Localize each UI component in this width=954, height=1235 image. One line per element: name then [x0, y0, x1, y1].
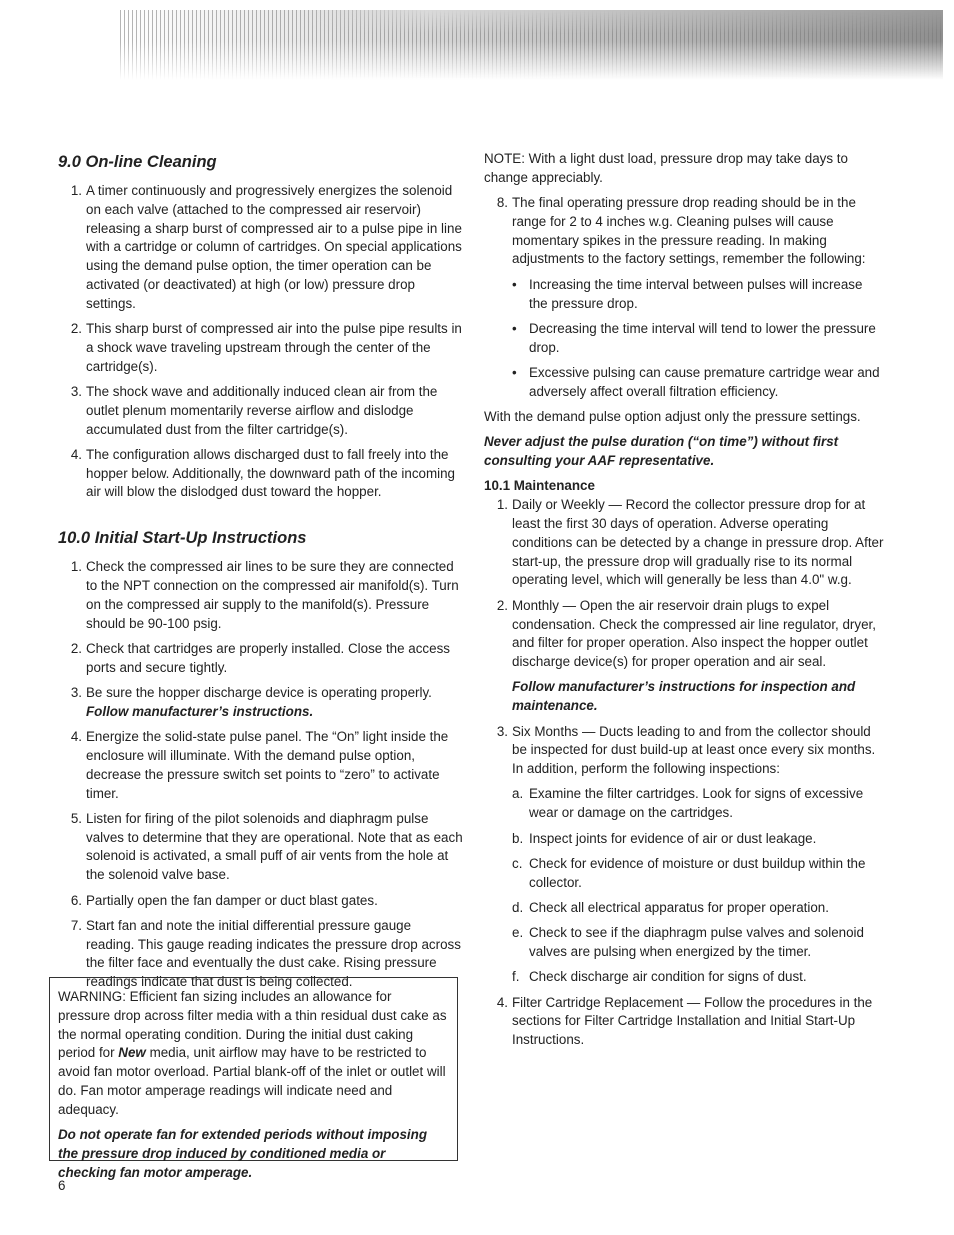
warning-bold-note: Do not operate fan for extended periods without imposing the pressure drop induced by conditioned media or checking fan motor amperage. — [58, 1127, 427, 1180]
list-item: 6. Partially open the fan damper or duct blast gates. — [70, 892, 378, 908]
bullet-item: • Decreasing the time interval will tend to lower the pressure drop. — [512, 320, 876, 355]
header-banner-shade — [300, 10, 943, 34]
manufacturer-instructions-note: Follow manufacturer’s instructions. — [86, 703, 314, 719]
light-dust-note: NOTE: With a light dust load, pressure drop may take days to change appreciably. — [484, 151, 848, 185]
list-item: 4. Energize the solid-state pulse panel. The “On” light inside the enclosure will illuminate. With the demand pulse option, decrease the pressure switch set points to “zero” to activate timer. — [70, 729, 449, 801]
inspection-list — [484, 785, 884, 987]
section-9-list — [58, 182, 463, 502]
list-item: 3. Six Months — Ducts leading to and from the collector should be inspected for dust build-up at least once every six months. In addition, perform the following inspections: — [496, 723, 876, 777]
list-item: 4. The configuration allows discharged dust to fall freely into the hopper below. Additionally, the downward path of the incoming air will blow the dislodged dust toward the hopper. — [70, 446, 455, 500]
adjustment-bullets — [484, 276, 884, 402]
list-item: 3. The shock wave and additionally induced clean air from the outlet plenum momentarily reverse airflow and dislodge accumulated dust from the filter cartridge(s). — [70, 383, 438, 437]
demand-pulse-note: With the demand pulse option adjust only the pressure settings. — [484, 409, 861, 425]
warning-text: WARNING: Efficient fan sizing includes an allowance for pressure drop across filter media with a thin residual dust cake as the normal operating condition. During the initial dust caking period for New media, unit airflow may have to be restricted to avoid fan motor overload. Partial blank-off of the inlet or outlet will do. Fan motor amperage readings will indicate need and adequacy. — [58, 989, 447, 1117]
list-item: 3. Be sure the hopper discharge device is operating properly. Follow manufacturer’s instructions. — [70, 685, 432, 719]
inspection-item: e. Check to see if the diaphragm pulse valves and solenoid valves are pulsing when energized by the timer. — [512, 925, 864, 959]
pulse-duration-warning: Never adjust the pulse duration (“on time”) without first consulting your AAF representative. — [484, 434, 839, 469]
list-item: 8. The final operating pressure drop reading should be in the range for 2 to 4 inches w.g. Cleaning pulses will cause momentary spikes in the pressure reading. In making adjustments to the factory settings, remember the following: — [496, 195, 866, 267]
inspection-instructions-note: Follow manufacturer’s instructions for inspection and maintenance. — [512, 679, 856, 714]
inspection-item: f. Check discharge air condition for signs of dust. — [512, 969, 807, 985]
list-item: 2. Check that cartridges are properly installed. Close the access ports and secure tightly. — [70, 640, 450, 675]
list-item: 1. Daily or Weekly — Record the collector pressure drop for at least the first 30 days of operation. Adverse operating conditions can be detected by a change in pressure drop. After start-up, the pressure drop will gradually rise to its normal operating level, which will generally be less than 4.0" w.g. — [496, 497, 884, 588]
list-item: 5. Listen for firing of the pilot solenoids and diaphragm pulse valves to determine that they are operational. Note that as each solenoid is activated, a small puff of air vents from the hole at the solenoid valve base. — [70, 810, 463, 883]
list-item: 4. Filter Cartridge Replacement — Follow the procedures in the sections for Filter Cartridge Installation and Initial Start-Up Instructions. — [496, 994, 873, 1048]
bullet-item: • Excessive pulsing can cause premature cartridge wear and adversely affect overall filtration efficiency. — [512, 364, 880, 399]
bullet-item: • Increasing the time interval between pulses will increase the pressure drop. — [512, 276, 863, 311]
left-column — [58, 150, 463, 998]
inspection-item: d. Check all electrical apparatus for proper operation. — [512, 899, 829, 915]
section-10-list — [58, 558, 463, 992]
list-item: 1. Check the compressed air lines to be sure they are connected to the NPT connection on the compressed air manifold(s). Turn on the compressed air supply to the manifold(s). Pressure should be 90-100 psig. — [70, 559, 459, 631]
right-column — [484, 150, 884, 1056]
list-item: 7. Start fan and note the initial differential pressure gauge reading. This gauge reading indicates the pressure drop across the filter face and eventually the dust cake. Rising pressure readings indicate that dust is being collected. — [70, 917, 461, 990]
inspection-item: a. Examine the filter cartridges. Look for signs of excessive wear or damage on the cartridges. — [512, 786, 864, 821]
inspection-item: c. Check for evidence of moisture or dust buildup within the collector. — [512, 855, 866, 890]
maintenance-title: 10.1 Maintenance — [484, 478, 595, 494]
section-10-title: 10.0 Initial Start-Up Instructions — [58, 529, 307, 548]
list-item: 2. Monthly — Open the air reservoir drain plugs to expel condensation. Check the compressed air line regulator, dryer, and filter for proper operation. Also inspect the hopper outlet discharge device(s) for proper operation and air seal. — [496, 597, 876, 670]
inspection-item: b. Inspect joints for evidence of air or dust leakage. — [512, 830, 817, 846]
list-item: 1. A timer continuously and progressively energizes the solenoid on each valve (attached to the compressed air reservoir) releasing a sharp burst of compressed air to a pulse pipe in line with a cartridge or column of cartridges. On special applications using the demand pulse option, the timer operation can be activated (or deactivated) at high (or low) pressure drop settings. — [70, 183, 462, 311]
warning-box — [49, 977, 458, 1180]
list-item: 2. This sharp burst of compressed air into the pulse pipe results in a shock wave traveling upstream through the center of the cartridge(s). — [70, 321, 462, 374]
page-number: 6 — [58, 1178, 66, 1193]
section-9-title: 9.0 On-line Cleaning — [58, 153, 217, 171]
